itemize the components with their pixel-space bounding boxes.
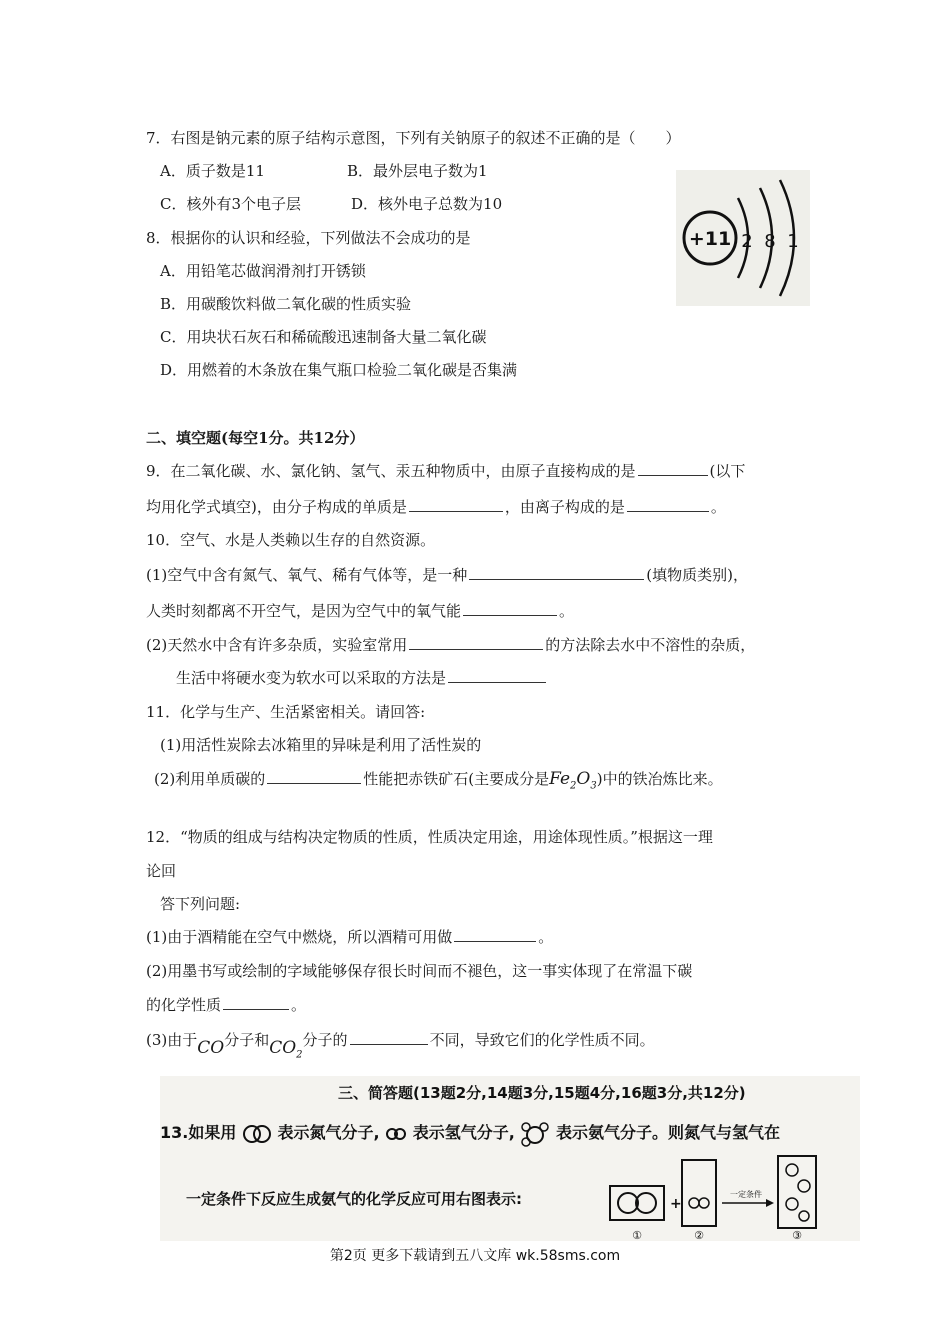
- q11-line-2: [154, 769, 723, 796]
- q10-blank-3[interactable]: [409, 635, 543, 650]
- q12-s1-text-a: (1)由于酒精能在空气中燃烧，所以酒精可用做: [146, 928, 453, 946]
- q10-s2-text-a: (2)天然水中含有许多杂质，实验室常用: [146, 636, 408, 654]
- reaction-condition-label: 一定条件: [730, 1190, 762, 1199]
- box-label-2: ②: [694, 1229, 704, 1241]
- q10-s1-text-d: 。: [559, 602, 575, 620]
- shell-1-electrons: 2: [741, 231, 753, 252]
- q12-s3-text-d: 不同，导致它们的化学性质不同。: [429, 1031, 655, 1049]
- sodium-atom-diagram: [676, 170, 810, 306]
- section-3-title: 三、简答题(13题2分,14题3分,15题4分,16题3分,共12分): [338, 1084, 746, 1102]
- q10-s1-text-a: (1)空气中含有氮气、氧气、稀有气体等，是一种: [146, 566, 468, 584]
- atom-diagram-svg: [676, 170, 810, 306]
- fe2o3-formula: $Fe_2O_3$: [549, 769, 597, 792]
- reactant-box-hydrogen: [682, 1160, 716, 1226]
- shell-3-electrons: 1: [787, 231, 799, 252]
- q7-option-c: C．核外有3个电子层: [160, 195, 302, 213]
- q11-blank-1[interactable]: [267, 769, 361, 784]
- q12-line-2: (2)用墨书写或绘制的字域能够保存很长时间而不褪色，这一事实体现了在常温下碳: [146, 962, 693, 980]
- q10-stem: 10．空气、水是人类赖以生存的自然资源。: [146, 531, 436, 549]
- q12-stem: 12．“物质的组成与结构决定物质的性质，性质决定用途，用途体现性质。”根据这一理: [146, 828, 713, 846]
- q12-line-3: [146, 995, 306, 1015]
- q11-s2-text-a: (2)利用单质碳的: [154, 770, 266, 788]
- q10-line-3: [146, 635, 755, 655]
- q9-line-1: [146, 461, 745, 481]
- q9-text-1: 9．在二氧化碳、水、氯化钠、氢气、汞五种物质中，由原子直接构成的是: [146, 462, 636, 480]
- q12-s1-text-b: 。: [538, 928, 554, 946]
- q10-line-4: [176, 668, 548, 688]
- box-label-3: ③: [792, 1229, 802, 1241]
- nitrogen-molecule-icon: [242, 1124, 272, 1144]
- ammonia-molecule-icon: [520, 1121, 550, 1147]
- q12-line-1: [146, 927, 553, 947]
- q7-option-d: D．核外电子总数为10: [351, 195, 503, 213]
- q12-blank-2[interactable]: [223, 995, 289, 1010]
- q9-text-3: 均用化学式填空)，由分子构成的单质是: [146, 498, 407, 516]
- q13-text-a: 13.如果用: [160, 1123, 237, 1142]
- q7-stem: 7．右图是钠元素的原子结构示意图，下列有关钠原子的叙述不正确的是（ ）: [146, 129, 681, 147]
- q9-text-5: 。: [710, 498, 726, 516]
- q10-s1-text-b: (填物质类别)，: [646, 566, 748, 584]
- hydrogen-molecule-icon: [385, 1126, 407, 1142]
- q10-blank-2[interactable]: [463, 601, 557, 616]
- q8-option-a: A．用铅笔芯做润滑剂打开锈锁: [160, 262, 366, 280]
- q13-text-b: 表示氮气分子,: [277, 1123, 380, 1142]
- q9-blank-1[interactable]: [638, 461, 708, 476]
- q12-blank-1[interactable]: [454, 927, 536, 942]
- svg-text:+: +: [670, 1196, 682, 1212]
- q12-blank-3[interactable]: [350, 1030, 428, 1045]
- q12-s3-text-b: 分子和: [224, 1031, 270, 1049]
- q9-text-2: (以下: [709, 462, 746, 480]
- q10-s2-text-b: 的方法除去水中不溶性的杂质，: [545, 636, 756, 654]
- q8-stem: 8．根据你的认识和经验，下列做法不会成功的是: [146, 229, 471, 247]
- q10-line-2: [146, 601, 574, 621]
- page-footer: 第2页 更多下载请到五八文库 wk.58sms.com: [329, 1248, 621, 1264]
- box-label-1: ①: [632, 1229, 642, 1241]
- q12-s3-text-c: 分子的: [302, 1031, 348, 1049]
- q13-line-2: 一定条件下反应生成氨气的化学反应可用右图表示:: [186, 1190, 523, 1208]
- q8-option-d: D．用燃着的木条放在集气瓶口检验二氧化碳是否集满: [160, 361, 518, 379]
- q9-line-2: [146, 497, 726, 517]
- q9-blank-2[interactable]: [409, 497, 503, 512]
- q10-s2-text-c: 生活中将硬水变为软水可以采取的方法是: [176, 669, 447, 687]
- scanned-section-3: [160, 1076, 860, 1241]
- q13-text-d: 表示氨气分子。则氮气与氢气在: [556, 1123, 781, 1142]
- q10-s1-text-c: 人类时刻都离不开空气，是因为空气中的氧气能: [146, 602, 462, 620]
- q13-text-c: 表示氢气分子,: [412, 1123, 515, 1142]
- q12-line-4: [146, 1030, 655, 1061]
- q11-s2-text-c: )中的铁冶炼比来。: [596, 770, 723, 788]
- nucleus-charge: +11: [688, 228, 732, 250]
- co2-formula: $CO_2$: [269, 1038, 303, 1061]
- q13-line-1: [160, 1120, 780, 1147]
- q12-s2-text-b: 的化学性质: [146, 996, 222, 1014]
- q10-blank-4[interactable]: [448, 668, 546, 683]
- q9-text-4: ，由离子构成的是: [504, 498, 625, 516]
- q8-option-c: C．用块状石灰石和稀硫酸迅速制备大量二氧化碳: [160, 328, 487, 346]
- q9-blank-3[interactable]: [627, 497, 709, 512]
- q12-stem-2: 论回: [146, 862, 177, 880]
- q10-line-1: [146, 565, 748, 585]
- q7-option-a: A．质子数是11: [160, 162, 265, 180]
- q8-option-b: B．用碳酸饮料做二氧化碳的性质实验: [160, 295, 412, 313]
- section-2-title: 二、填空题(每空1分。共12分）: [146, 429, 365, 447]
- q10-blank-1[interactable]: [469, 565, 644, 580]
- q11-stem: 11．化学与生产、生活紧密相关。请回答:: [146, 703, 426, 721]
- q12-s3-text-a: (3)由于: [146, 1031, 198, 1049]
- q11-s2-text-b: 性能把赤铁矿石(主要成分是: [363, 770, 550, 788]
- co-formula: CO: [197, 1038, 225, 1058]
- reaction-diagram: [606, 1152, 860, 1241]
- q12-s2-text-c: 。: [291, 996, 307, 1014]
- q11-sub-1: (1)用活性炭除去冰箱里的异味是利用了活性炭的: [160, 736, 482, 754]
- shell-2-electrons: 8: [764, 231, 776, 252]
- q12-stem-3: 答下列问题:: [160, 895, 241, 913]
- q7-option-b: B．最外层电子数为1: [347, 162, 488, 180]
